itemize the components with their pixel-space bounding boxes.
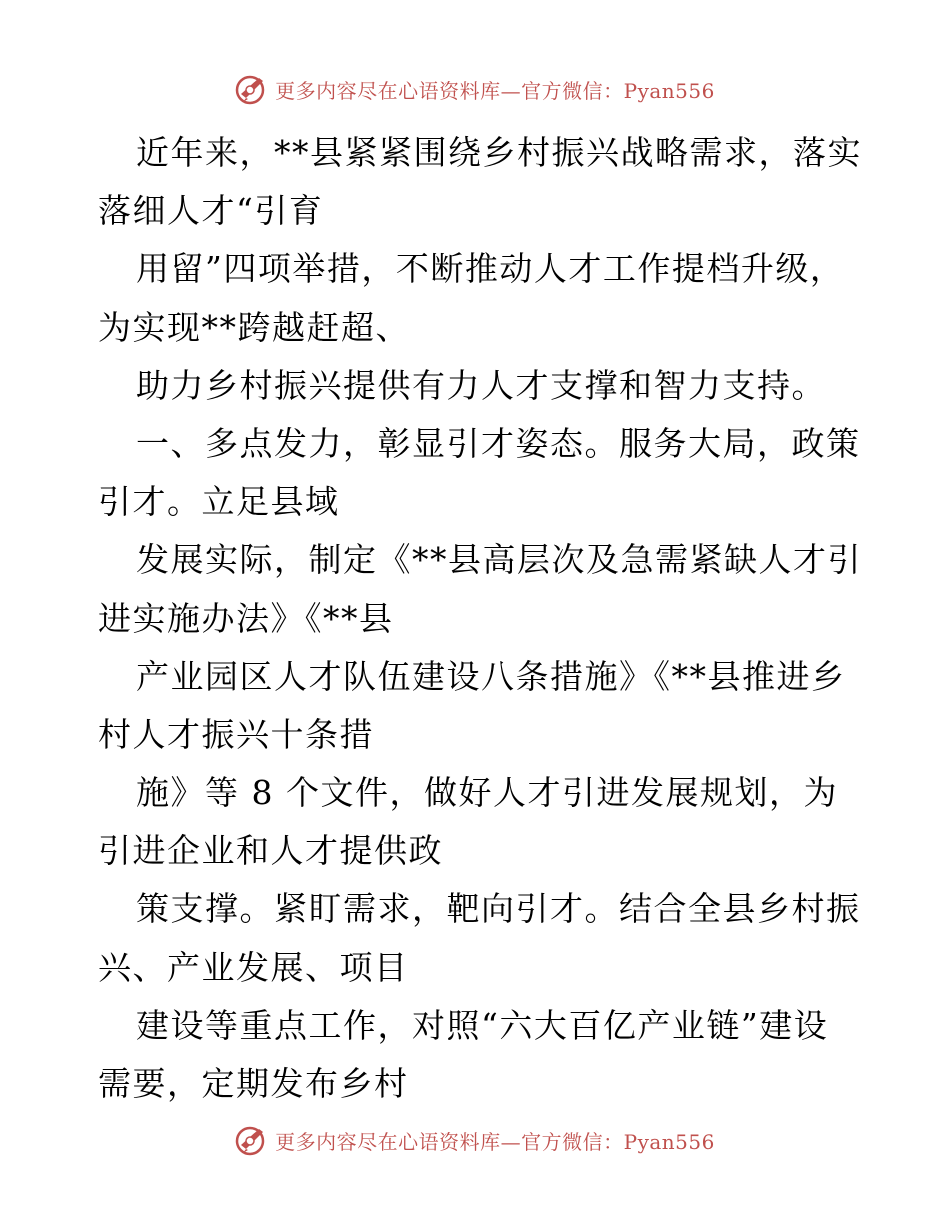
footer-banner [0,1123,950,1157]
brand-logo-icon [235,72,271,106]
header-banner [0,72,950,106]
text-line: 村人才振兴十条措 [98,714,374,754]
text-line: 进实施办法》《**县 [98,598,394,638]
text-line: 建设等重点工作，对照“六大百亿产业链”建设 [136,1005,829,1045]
text-line: 落细人才“引育 [98,191,324,231]
text-line: 产业园区人才队伍建设八条措施》《**县推进乡 [136,656,846,696]
text-line: 为实现**跨越赶超、 [98,307,410,347]
footer-banner-text: 更多内容尽在心语资料库—官方微信：Pyan556 [275,1129,715,1154]
text-line: 策支撑。紧盯需求，靶向引才。结合全县乡村振 [136,889,861,929]
text-line: 施》等 8 个文件，做好人才引进发展规划，为 [136,773,838,813]
text-line: 需要，定期发布乡村 [98,1064,409,1103]
text-line: 引进企业和人才提供政 [98,831,443,871]
text-line: 兴、产业发展、项目 [98,947,409,987]
text-line: 引才。立足县域 [98,482,340,522]
text-line: 助力乡村振兴提供有力人才支撑和智力支持。 [136,365,826,405]
brand-logo-icon [235,1123,271,1157]
document-body [98,124,862,1113]
header-banner-text: 更多内容尽在心语资料库—官方微信：Pyan556 [275,78,715,103]
text-line: 用留”四项举措，不断推动人才工作提档升级， [136,249,845,289]
text-line: 一、多点发力，彰显引才姿态。服务大局，政策 [136,423,861,463]
text-line: 近年来，**县紧紧围绕乡村振兴战略需求，落实 [136,133,862,172]
text-line: 发展实际，制定《**县高层次及急需紧缺人才引 [136,540,862,580]
